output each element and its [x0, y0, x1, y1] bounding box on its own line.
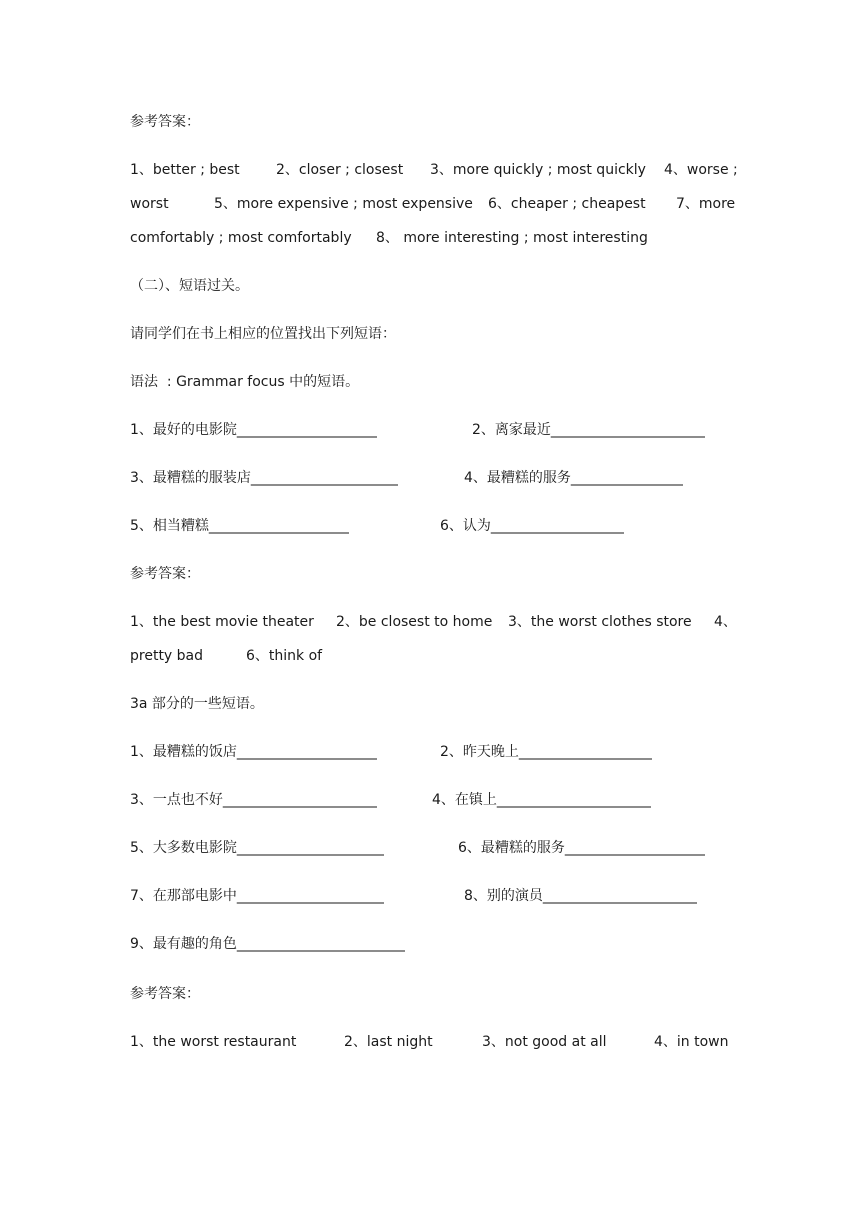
answer-item: worst: [130, 196, 169, 212]
grammar-intro: 语法 : Grammar focus 中的短语。: [130, 374, 360, 390]
question-item: 6、最糟糕的服务____________________: [458, 840, 705, 856]
question-item: 2、昨天晚上___________________: [440, 744, 652, 760]
part-3a-intro: 3a 部分的一些短语。: [130, 696, 264, 712]
question-item: 4、最糟糕的服务________________: [464, 470, 683, 486]
question-item: 9、最有趣的角色________________________: [130, 936, 405, 952]
answer-item: pretty bad: [130, 648, 204, 664]
answer-item: 6、think of: [246, 648, 323, 664]
answer-item: comfortably ; most comfortably: [130, 230, 352, 246]
answer-item: 6、cheaper ; cheapest: [488, 196, 646, 212]
answer-item: 2、closer ; closest: [276, 162, 404, 178]
question-item: 7、在那部电影中_____________________: [130, 888, 384, 904]
answer-item: 3、not good at all: [482, 1034, 607, 1050]
answer-item: 4、: [714, 614, 737, 630]
answer-item: 5、more expensive ; most expensive: [214, 196, 473, 212]
question-item: 3、最糟糕的服装店_____________________: [130, 470, 398, 486]
answer-item: 4、worse ;: [664, 162, 738, 178]
question-item: 6、认为___________________: [440, 518, 624, 534]
question-item: 5、相当糟糕____________________: [130, 518, 349, 534]
section-title: （二）、短语过关。: [130, 278, 249, 294]
answer-item: 7、more: [676, 196, 736, 212]
answer-heading: 参考答案：: [130, 986, 200, 1002]
answer-item: 3、more quickly ; most quickly: [430, 162, 646, 178]
answer-heading: 参考答案：: [130, 114, 200, 130]
question-item: 1、最糟糕的饭店____________________: [130, 744, 377, 760]
question-item: 2、离家最近______________________: [472, 422, 705, 438]
answer-item: 1、the best movie theater: [130, 614, 314, 630]
instruction-text: 请同学们在书上相应的位置找出下列短语：: [130, 326, 396, 342]
answer-item: 1、the worst restaurant: [130, 1034, 297, 1050]
answer-item: 4、in town: [654, 1034, 729, 1050]
answer-item: 8、 more interesting ; most interesting: [376, 230, 648, 246]
answer-item: 2、be closest to home: [336, 614, 493, 630]
question-item: 5、大多数电影院_____________________: [130, 840, 384, 856]
question-item: 3、一点也不好______________________: [130, 792, 377, 808]
answer-item: 1、better ; best: [130, 162, 240, 178]
answer-item: 2、last night: [344, 1034, 433, 1050]
answer-item: 3、the worst clothes store: [508, 614, 692, 630]
answer-heading: 参考答案：: [130, 566, 200, 582]
question-item: 4、在镇上______________________: [432, 792, 651, 808]
question-item: 1、最好的电影院____________________: [130, 422, 377, 438]
question-item: 8、别的演员______________________: [464, 888, 697, 904]
